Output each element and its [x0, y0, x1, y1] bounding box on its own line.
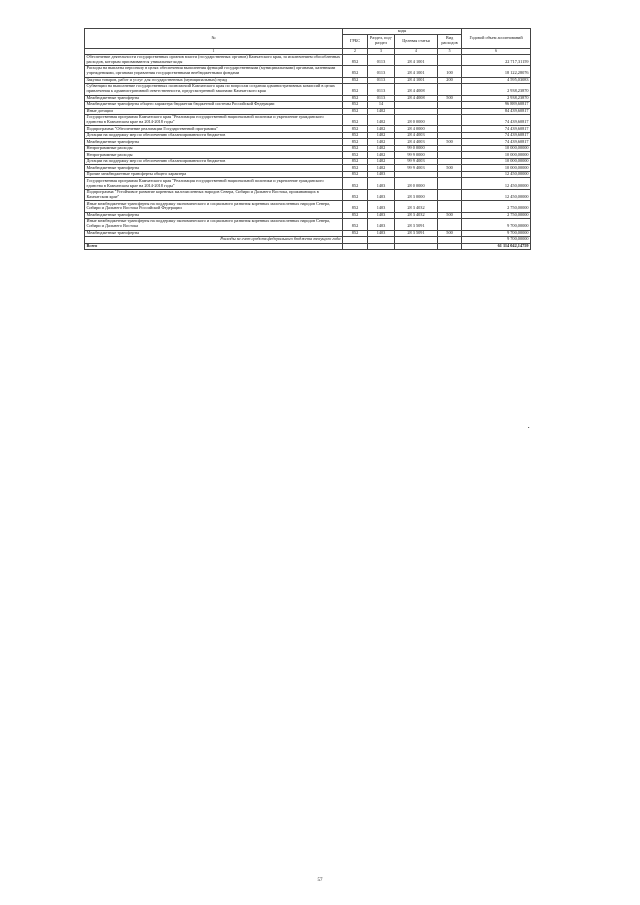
- cell-grbs: 852: [343, 189, 368, 200]
- cell-grbs: 852: [343, 54, 368, 65]
- cell-name: Государственная программа Камчатского края "Реализация государственной национальной политики и укрепление гражданского единства в Камчатском крае на 2014-2018 годы": [85, 178, 343, 189]
- cell-grbs: 852: [343, 132, 368, 139]
- cell-name: Межбюджетные трансферты: [85, 230, 343, 237]
- cell-sum: 12 450,00000: [462, 189, 531, 200]
- header-number: №: [85, 29, 343, 49]
- cell-sum: 9 700,00000: [462, 230, 531, 237]
- table-row: [85, 189, 531, 200]
- column-number: 2: [343, 49, 368, 55]
- cell-grbs: 852: [343, 77, 368, 84]
- cell-rz: 1403: [368, 171, 395, 178]
- cell-cs: 28 4 1001: [395, 77, 438, 84]
- cell-name: Субвенции на выполнение государственных полномочий Камчатского края по вопросам создания административных комиссий в целях привлечения к административной ответственности, предусмотренной законами Камчатского края: [85, 84, 343, 95]
- cell-cs: 28 4 0000: [395, 126, 438, 133]
- cell-grbs: 852: [343, 212, 368, 219]
- cell-rz: 1402: [368, 158, 395, 165]
- total-label: Всего: [85, 243, 343, 250]
- document-sheet: [84, 28, 530, 250]
- cell-grbs: 852: [343, 102, 368, 109]
- cell-rz: 1403: [368, 178, 395, 189]
- cell-rz: 1402: [368, 165, 395, 172]
- cell-vr: 100: [438, 66, 462, 77]
- table-row: [85, 115, 531, 126]
- cell-grbs: 852: [343, 108, 368, 115]
- cell-rz: 1402: [368, 108, 395, 115]
- cell-cs: 28 3 5091: [395, 230, 438, 237]
- cell-vr: [438, 54, 462, 65]
- cell-sum: 74 439,60817: [462, 139, 531, 146]
- cell-name: Межбюджетные трансферты: [85, 165, 343, 172]
- cell-sum: 2 750,00000: [462, 212, 531, 219]
- federal-note-label: Расходы за счет средств федерального бюджета текущего года: [85, 237, 343, 244]
- cell-sum: 2 938,23870: [462, 95, 531, 102]
- cell-grbs: 852: [343, 201, 368, 212]
- cell-vr: [438, 115, 462, 126]
- federal-note-sum: 9 700,00000: [462, 237, 531, 244]
- cell-vr: [438, 178, 462, 189]
- cell-rz: 1403: [368, 212, 395, 219]
- cell-cs: 28 4 1001: [395, 66, 438, 77]
- cell-name: Расходы на выплаты персоналу в целях обеспечения выполнения функций государственными (муниципальными) органами, казенными учреждениями, органами управления государственными внебюджетными фондами: [85, 66, 343, 77]
- table-row: [85, 178, 531, 189]
- cell-name: Межбюджетные трансферты: [85, 95, 343, 102]
- cell-grbs: 852: [343, 171, 368, 178]
- cell-grbs: 852: [343, 66, 368, 77]
- cell-vr: [438, 219, 462, 230]
- cell-vr: [438, 84, 462, 95]
- cell-sum: 10 000,00000: [462, 145, 531, 152]
- cell-sum: 22 717,31159: [462, 54, 531, 65]
- cell-rz: 1402: [368, 145, 395, 152]
- cell-grbs: 852: [343, 158, 368, 165]
- cell-cs: 28 3 4032: [395, 201, 438, 212]
- cell-name: Государственная программа Камчатского края "Реализация государственной национальной политики и укрепление гражданского единства в Камчатском крае на 2014-2018 годы": [85, 115, 343, 126]
- header-row-top: [85, 29, 531, 35]
- cell-name: Иные межбюджетные трансферты на поддержку экономического и социального развития коренных малочисленных народов Севера, Сибири и Дальнего Востока: [85, 219, 343, 230]
- cell-grbs: 852: [343, 230, 368, 237]
- cell-cs: 28 4 1001: [395, 54, 438, 65]
- cell-name: Дотации на поддержку мер по обеспечению сбалансированности бюджетов: [85, 158, 343, 165]
- cell-cs: 28 4 4008: [395, 84, 438, 95]
- page-number: 57: [317, 878, 323, 883]
- cell-sum: 18 122,28076: [462, 66, 531, 77]
- cell-sum: 10 000,00000: [462, 158, 531, 165]
- cell-grbs: 852: [343, 152, 368, 159]
- cell-grbs: 852: [343, 165, 368, 172]
- cell-sum: 12 450,00000: [462, 171, 531, 178]
- cell-cs: 28 4 4008: [395, 95, 438, 102]
- column-number: 4: [395, 49, 438, 55]
- cell-cs: 99 9 0000: [395, 152, 438, 159]
- column-number: 6: [462, 49, 531, 55]
- cell-name: Межбюджетные трансферты общего характера бюджетам бюджетной системы Российской Федерации: [85, 102, 343, 109]
- cell-name: Непрограммные расходы: [85, 152, 343, 159]
- column-number: 5: [438, 49, 462, 55]
- cell-vr: [438, 189, 462, 200]
- cell-grbs: 852: [343, 145, 368, 152]
- cell-sum: 84 439,60817: [462, 108, 531, 115]
- table-body: [85, 49, 531, 237]
- cell-name: Дотации на поддержку мер по обеспечению сбалансированности бюджетов: [85, 132, 343, 139]
- cell-name: Подпрограмма "Обеспечение реализации Государственной программы": [85, 126, 343, 133]
- cell-rz: 1403: [368, 201, 395, 212]
- cell-rz: 0113: [368, 84, 395, 95]
- cell-cs: 28 3 0000: [395, 189, 438, 200]
- table-row: [85, 219, 531, 230]
- cell-name: Закупка товаров, работ и услуг для государственных (муниципальных) нужд: [85, 77, 343, 84]
- cell-rz: 1402: [368, 115, 395, 126]
- cell-sum: 74 439,60817: [462, 126, 531, 133]
- cell-grbs: 852: [343, 95, 368, 102]
- cell-rz: 0113: [368, 66, 395, 77]
- table-row: [85, 54, 531, 65]
- cell-cs: 28 0 0000: [395, 115, 438, 126]
- cell-rz: 0113: [368, 77, 395, 84]
- table-row: [85, 201, 531, 212]
- cell-sum: 10 000,00000: [462, 165, 531, 172]
- cell-sum: 96 889,60817: [462, 102, 531, 109]
- cell-grbs: 852: [343, 219, 368, 230]
- cell-sum: 2 750,00000: [462, 201, 531, 212]
- table-row: [85, 66, 531, 77]
- cell-sum: 74 439,60817: [462, 115, 531, 126]
- header-section: Раздел, под-раздел: [368, 34, 395, 49]
- table-footer: [85, 237, 531, 250]
- column-number: 3: [368, 49, 395, 55]
- cell-sum: 10 000,00000: [462, 152, 531, 159]
- cell-rz: 0113: [368, 54, 395, 65]
- cell-cs: 28 3 4032: [395, 212, 438, 219]
- table-row: [85, 84, 531, 95]
- cell-name: Подпрограмма "Устойчивое развитие коренных малочисленных народов Севера, Сибири и Дальнего Востока, проживающих в Камчатском крае": [85, 189, 343, 200]
- cell-grbs: 852: [343, 139, 368, 146]
- cell-rz: 1403: [368, 189, 395, 200]
- cell-rz: 14: [368, 102, 395, 109]
- cell-name: Межбюджетные трансферты: [85, 139, 343, 146]
- cell-sum: 4 595,03083: [462, 77, 531, 84]
- cell-name: Иные дотации: [85, 108, 343, 115]
- column-number: 1: [85, 49, 343, 55]
- cell-sum: 12 450,00000: [462, 178, 531, 189]
- cell-cs: 99 9 4003: [395, 165, 438, 172]
- cell-sum: 9 700,00000: [462, 219, 531, 230]
- footnote-mark: •: [528, 425, 530, 430]
- cell-name: Прочие межбюджетные трансферты общего характера: [85, 171, 343, 178]
- cell-rz: 1402: [368, 126, 395, 133]
- cell-cs: 28 3 5091: [395, 219, 438, 230]
- cell-vr: 500: [438, 230, 462, 237]
- cell-rz: 1403: [368, 230, 395, 237]
- cell-cs: 99 0 0000: [395, 145, 438, 152]
- cell-cs: 99 9 4003: [395, 158, 438, 165]
- cell-rz: 1403: [368, 219, 395, 230]
- header-expense-type: Вид расходов: [438, 34, 462, 49]
- cell-name: Непрограммные расходы: [85, 145, 343, 152]
- cell-rz: 1402: [368, 152, 395, 159]
- total-row: [85, 243, 531, 250]
- cell-name: Межбюджетные трансферты: [85, 212, 343, 219]
- cell-rz: 0113: [368, 95, 395, 102]
- cell-grbs: 852: [343, 126, 368, 133]
- cell-rz: 1402: [368, 132, 395, 139]
- cell-name: Обеспечение деятельности государственных органов власти (государственных органов) Камчатского края, за исключением обособленных расходов, которым присваиваются уникальные коды: [85, 54, 343, 65]
- budget-table: [84, 28, 531, 250]
- cell-cs: 28 4 4003: [395, 139, 438, 146]
- cell-vr: 500: [438, 139, 462, 146]
- cell-vr: 500: [438, 212, 462, 219]
- cell-cs: 28 4 4003: [395, 132, 438, 139]
- cell-cs: 28 0 0000: [395, 178, 438, 189]
- cell-sum: 2 938,23870: [462, 84, 531, 95]
- cell-grbs: 852: [343, 115, 368, 126]
- cell-vr: 500: [438, 95, 462, 102]
- header-annual-volume: Годовой объем ассигнований: [462, 29, 531, 49]
- cell-grbs: 852: [343, 178, 368, 189]
- header-grbs: ГРБС: [343, 34, 368, 49]
- cell-name: Иные межбюджетные трансферты на поддержку экономического и социального развития коренных малочисленных народов Севера, Сибири и Дальнего Востока Российской Федерации: [85, 201, 343, 212]
- header-codes-group: коды: [343, 29, 462, 35]
- cell-vr: [438, 201, 462, 212]
- total-sum: 61 114 042,14759: [462, 243, 531, 250]
- cell-sum: 74 439,60817: [462, 132, 531, 139]
- cell-vr: 500: [438, 165, 462, 172]
- cell-vr: 200: [438, 77, 462, 84]
- cell-grbs: 852: [343, 84, 368, 95]
- cell-rz: 1402: [368, 139, 395, 146]
- header-target-item: Целевая статья: [395, 34, 438, 49]
